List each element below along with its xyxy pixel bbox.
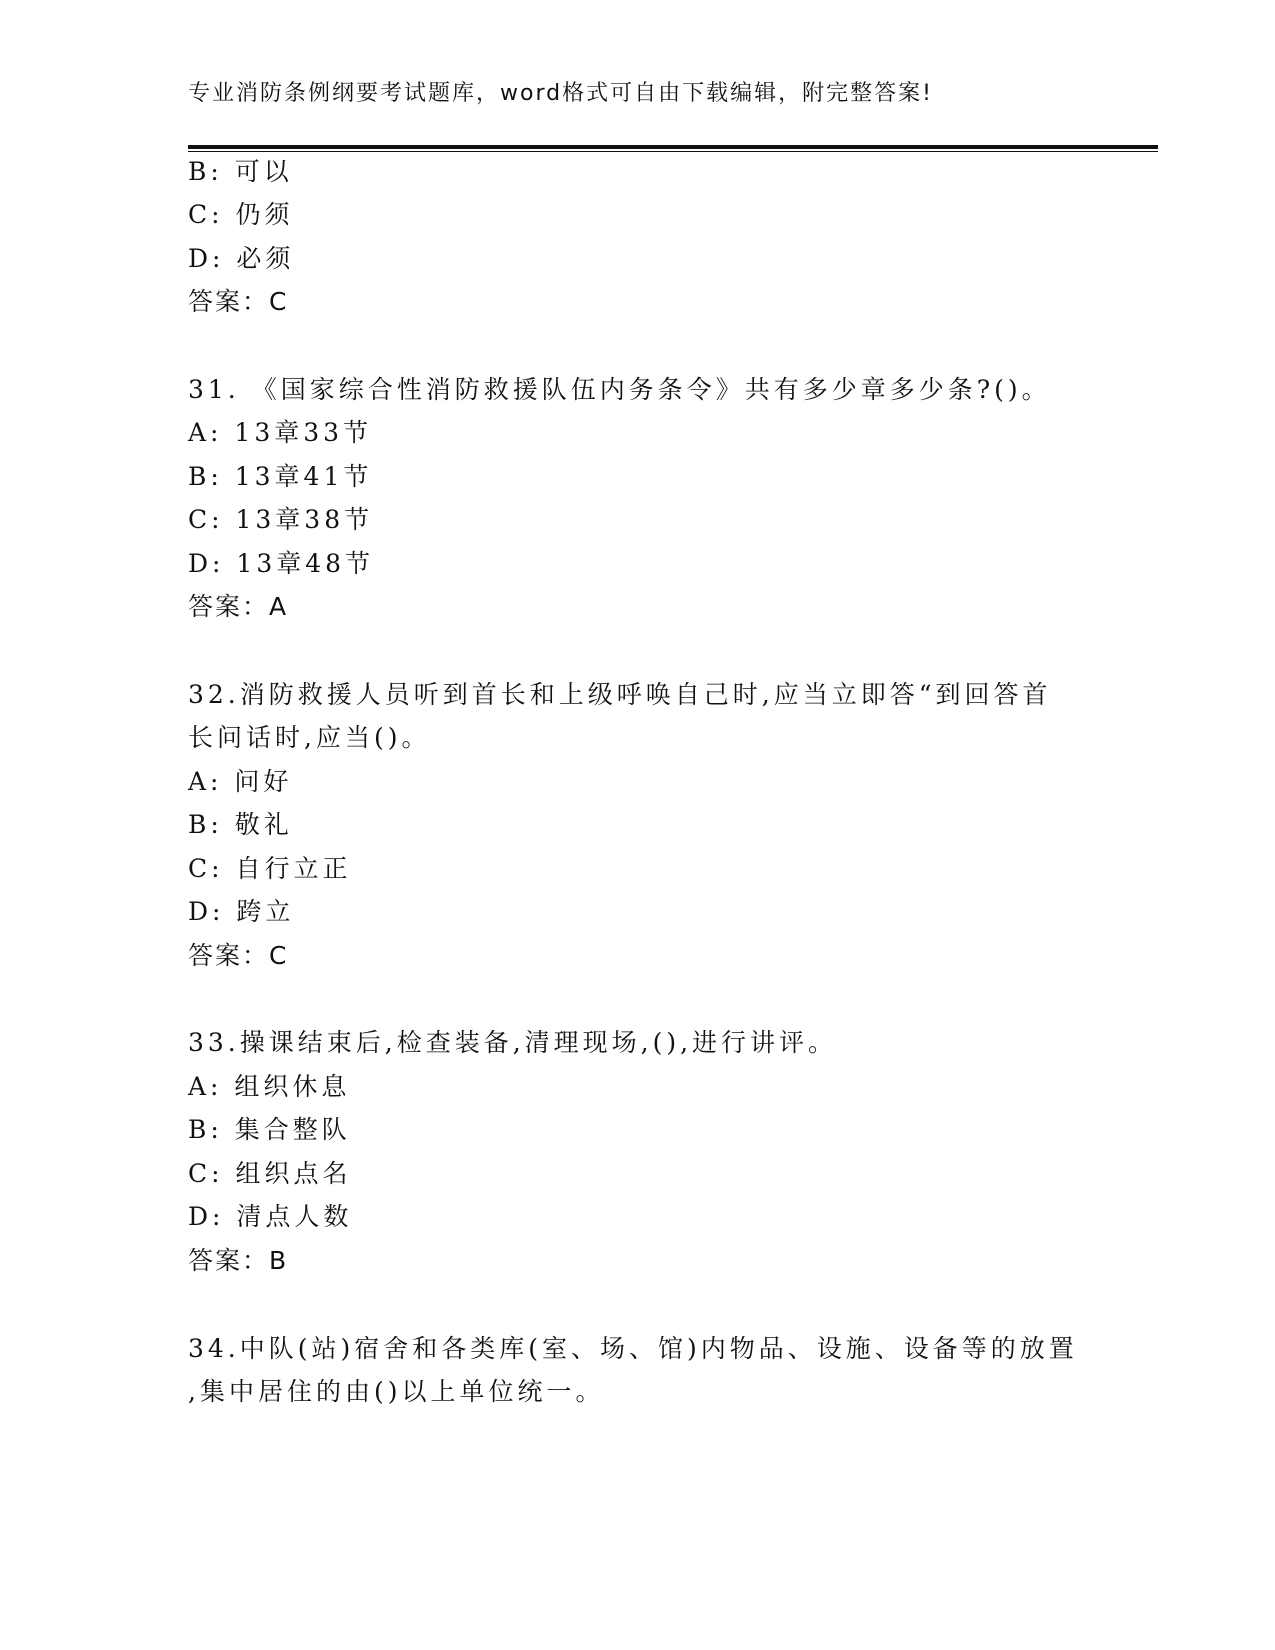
option-line: C: 组织点名 [188, 1159, 352, 1188]
question-line: 31. 《国家综合性消防救援队伍内务条令》共有多少章多少条?()。 [188, 375, 1051, 404]
answer-line: 答案：C [188, 941, 289, 970]
question-line: 33.操课结束后,检查装备,清理现场,(),进行讲评。 [188, 1028, 838, 1057]
option-line: B: 可以 [188, 157, 293, 186]
answer-line: 答案：C [188, 287, 289, 316]
option-line: A: 组织休息 [188, 1072, 351, 1101]
option-line: C: 仍须 [188, 200, 294, 229]
option-line: B: 13章41节 [188, 462, 373, 491]
option-line: A: 问好 [188, 767, 293, 796]
option-line: A: 13章33节 [188, 418, 373, 447]
option-line: D: 清点人数 [188, 1202, 353, 1231]
option-line: C: 自行立正 [188, 854, 352, 883]
option-line: C: 13章38节 [188, 505, 374, 534]
answer-line: 答案：A [188, 592, 289, 621]
question-line: 32.消防救援人员听到首长和上级呼唤自己时,应当立即答“到回答首 [188, 680, 1052, 709]
header-rule-thin [188, 151, 1158, 152]
option-line: D: 13章48节 [188, 549, 375, 578]
question-line: ,集中居住的由()以上单位统一。 [188, 1377, 605, 1406]
option-line: D: 必须 [188, 244, 295, 273]
question-line: 长问话时,应当()。 [188, 723, 431, 752]
option-line: D: 跨立 [188, 897, 295, 926]
header-rule-thick [188, 145, 1158, 149]
answer-line: 答案：B [188, 1246, 289, 1275]
page-header: 专业消防条例纲要考试题库，word格式可自由下载编辑，附完整答案! [188, 81, 933, 106]
question-line: 34.中队(站)宿舍和各类库(室、场、馆)内物品、设施、设备等的放置 [188, 1334, 1078, 1363]
option-line: B: 集合整队 [188, 1115, 351, 1144]
option-line: B: 敬礼 [188, 810, 293, 839]
